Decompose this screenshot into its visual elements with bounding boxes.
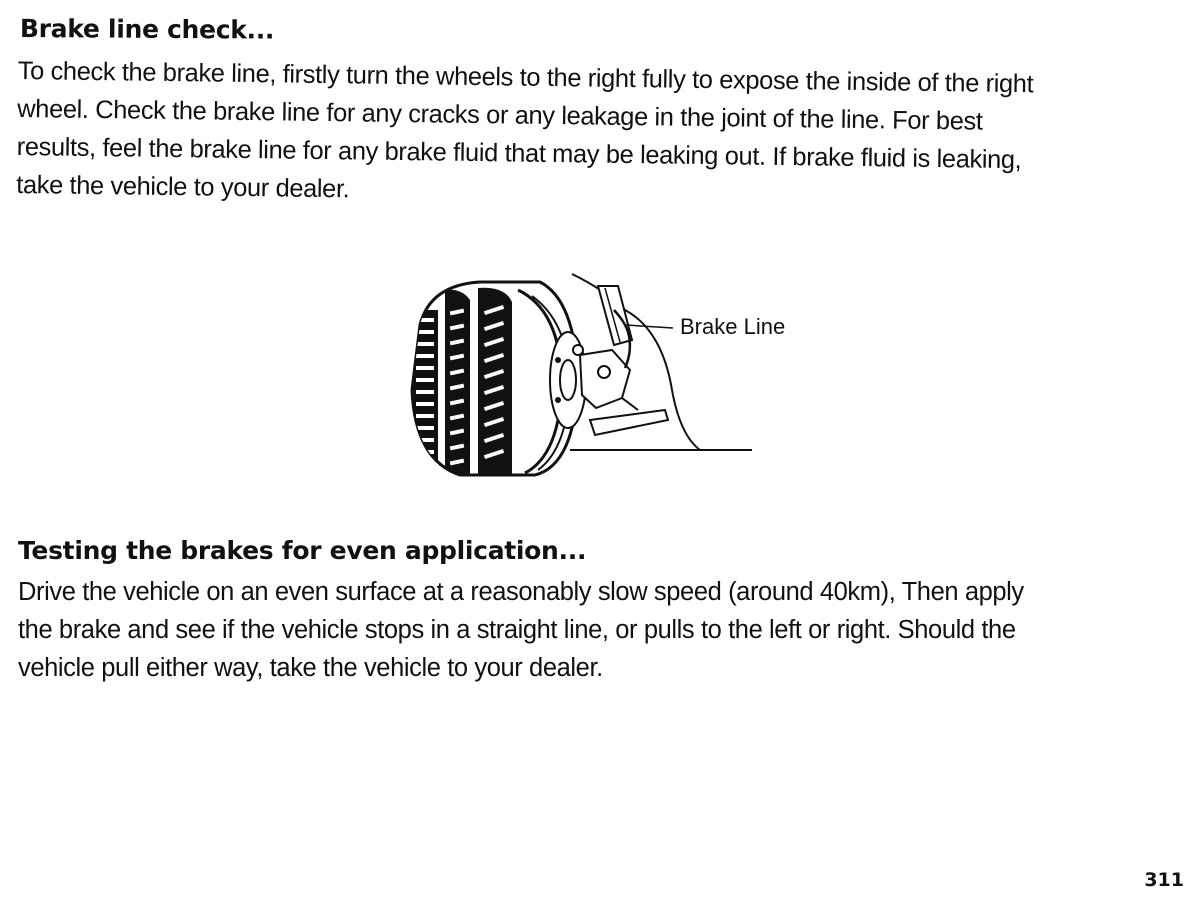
paragraph-line: wheel. Check the brake line for any cracks or any leakage in the joint of the line. For best [17, 94, 983, 136]
paragraph-line: results, feel the brake line for any brake fluid that may be leaking out. If brake fluid is leaking, [16, 132, 1022, 175]
paragraph-line: the brake and see if the vehicle stops in a straight line, or pulls to the left or right. Should the [18, 616, 1016, 644]
testing-brakes-paragraph [18, 573, 1168, 687]
section-heading-testing-brakes: Testing the brakes for even application... [18, 536, 587, 565]
page-number: 311 [1144, 869, 1184, 891]
wheel-brake-line-illustration [400, 270, 800, 485]
section-heading-brake-line-check: Brake line check... [19, 14, 275, 45]
paragraph-line: take the vehicle to your dealer. [16, 170, 350, 204]
paragraph-line: vehicle pull either way, take the vehicle to your dealer. [18, 654, 603, 682]
brake-line-callout-label: Brake Line [680, 314, 786, 339]
paragraph-line: To check the brake line, firstly turn the wheels to the right fully to expose the inside of the right [17, 56, 1034, 99]
paragraph-line: Drive the vehicle on an even surface at a reasonably slow speed (around 40km), Then apply [18, 578, 1024, 606]
brake-line-check-paragraph [16, 52, 1158, 219]
